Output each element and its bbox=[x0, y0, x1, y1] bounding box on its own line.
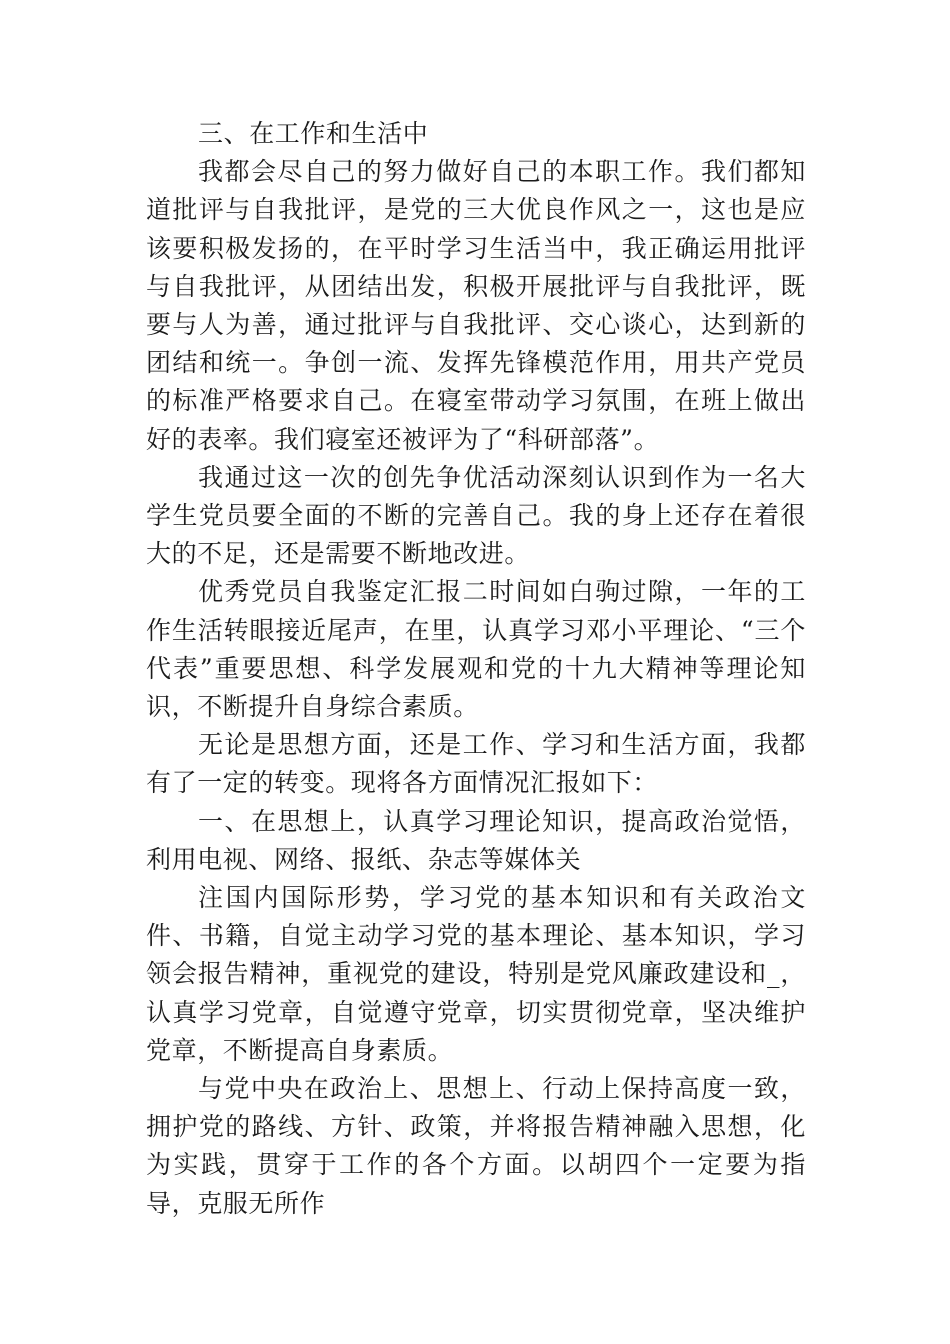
paragraph: 无论是思想方面，还是工作、学习和生活方面，我都有了一定的转变。现将各方面情况汇报如下： bbox=[146, 730, 806, 798]
paragraph: 注国内国际形势，学习党的基本知识和有关政治文件、书籍，自觉主动学习党的基本理论、基本知识，学习领会报告精神，重视党的建设，特别是党风廉政建设和_，认真学习党章，自觉遵守党章，切实贯彻党章，坚决维护党章，不断提高自身素质。 bbox=[146, 883, 806, 1065]
section-heading: 三、在工作和生活中 bbox=[198, 119, 429, 148]
paragraph: 与党中央在政治上、思想上、行动上保持高度一致，拥护党的路线、方针、政策，并将报告精神融入思想，化为实践，贯穿于工作的各个方面。以胡四个一定要为指导，克服无所作 bbox=[146, 1074, 806, 1218]
paragraph: 优秀党员自我鉴定汇报二时间如白驹过隙，一年的工作生活转眼接近尾声，在里，认真学习邓小平理论、“三个代表”重要思想、科学发展观和党的十九大精神等理论知识，不断提升自身综合素质。 bbox=[146, 577, 806, 722]
paragraph: 我都会尽自己的努力做好自己的本职工作。我们都知道批评与自我批评，是党的三大优良作风之一，这也是应该要积极发扬的，在平时学习生活当中，我正确运用批评与自我批评，从团结出发，积极开展批评与自我批评，既要与人为善，通过批评与自我批评、交心谈心，达到新的团结和统一。争创一流、发挥先锋模范作用，用共产党员的标准严格要求自己。在寝室带动学习氛围，在班上做出好的表率。我们寝室还被评为了“科研部落”。 bbox=[146, 157, 806, 454]
paragraph: 我通过这一次的创先争优活动深刻认识到作为一名大学生党员要全面的不断的完善自己。我的身上还存在着很大的不足，还是需要不断地改进。 bbox=[146, 462, 806, 569]
document-body bbox=[146, 115, 806, 1223]
paragraph: 一、在思想上，认真学习理论知识，提高政治觉悟，利用电视、网络、报纸、杂志等媒体关 bbox=[146, 806, 806, 874]
